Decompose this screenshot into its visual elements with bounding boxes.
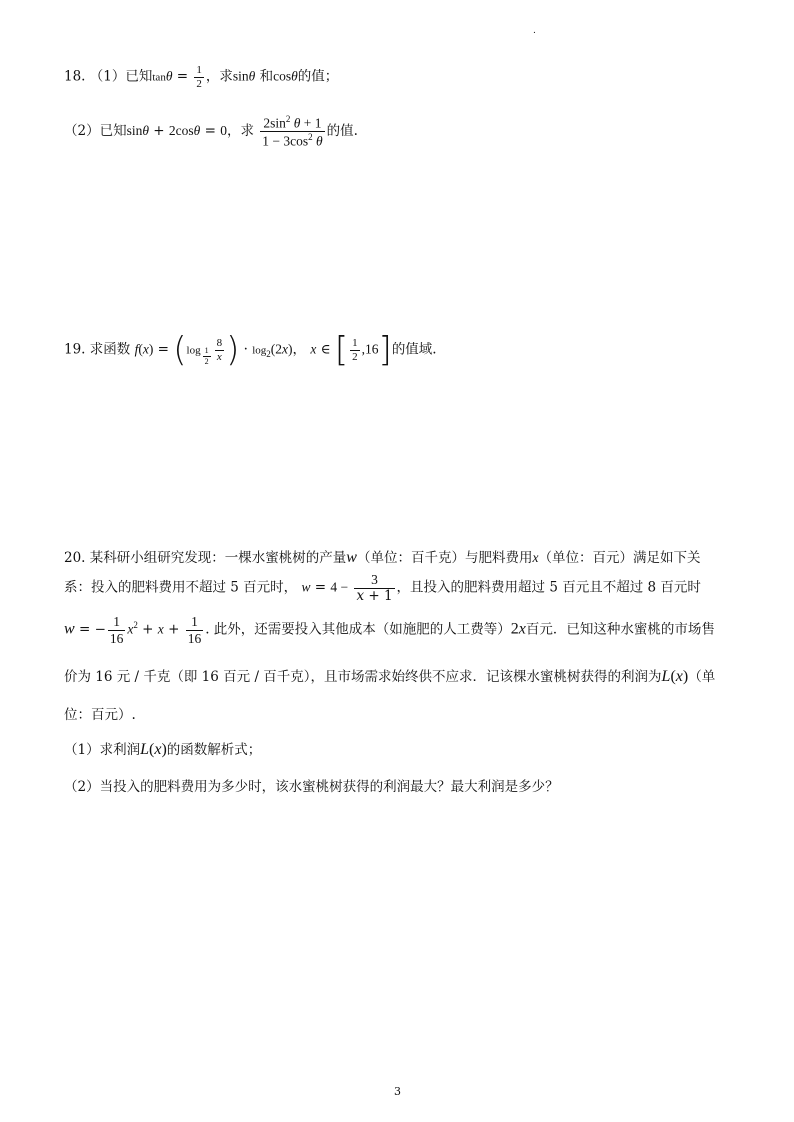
fraction: $\frac{1}{16}$: [109, 614, 124, 646]
question-20-sub-2: （2）当投入的肥料费用为多少时，该水蜜桃树获得的利润最大？最大利润是多少？: [64, 779, 559, 795]
question-number: 18.: [64, 68, 86, 85]
question-20-line-1: 20. 某科研小组研究发现：一棵水蜜桃树的产量w（单位：百千克）与肥料费用x（单位：百元）满足如下关: [64, 549, 701, 566]
question-19: 19. 求函数 f(x) = (log $\frac{1}{2}$ $\frac{8}{x}$ ) · $\log_2(2x)$， x ∈ [ $\frac{1}{2}$ ,16]的值域.: [64, 330, 437, 370]
question-18-part-2: （2）已知sinθ + 2cosθ = 0，求 $\frac{2\sin^2 \theta + 1}{1 - 3\cos^2 \theta}$ 的值.: [64, 114, 358, 149]
question-20-line-2: 系：投入的肥料费用不超过 5 百元时， w = 4 − $\frac{3}{x + 1}$ ，且投入的肥料费用超过 5 百元且不超过 8 百元时: [64, 572, 701, 604]
question-20-line-4: 价为 16 元 / 千克（即 16 百元 / 百千克），且市场需求始终供不应求．记该棵水蜜桃树获得的利润为L(x)（单: [64, 668, 716, 685]
question-20-sub-1: （1）求利润L(x)的函数解析式；: [64, 741, 262, 758]
fraction: $\frac{3}{x + 1}$: [356, 572, 393, 604]
question-20-line-5: 位：百元）.: [64, 707, 136, 723]
fraction: $\frac{1}{16}$: [187, 614, 202, 646]
header-dot: .: [533, 26, 536, 36]
question-20-line-3: w = − $\frac{1}{16}$ $x^2 + x$ + $\frac{1}{16}$ . 此外，还需要投入其他成本（如施肥的人工费等）2x百元．已知这种水蜜桃的市场售: [64, 614, 715, 646]
page-number: 3: [394, 1085, 401, 1098]
fraction: $\frac{1}{2}$: [196, 64, 202, 90]
fraction: $\frac{2\sin^2 \theta + 1}{1 - 3\cos^2 \theta}$: [262, 114, 323, 149]
question-18-part-1: 18. （1）已知tanθ = $\frac{1}{2}$ ，求sinθ 和cosθ的值；: [64, 64, 339, 90]
